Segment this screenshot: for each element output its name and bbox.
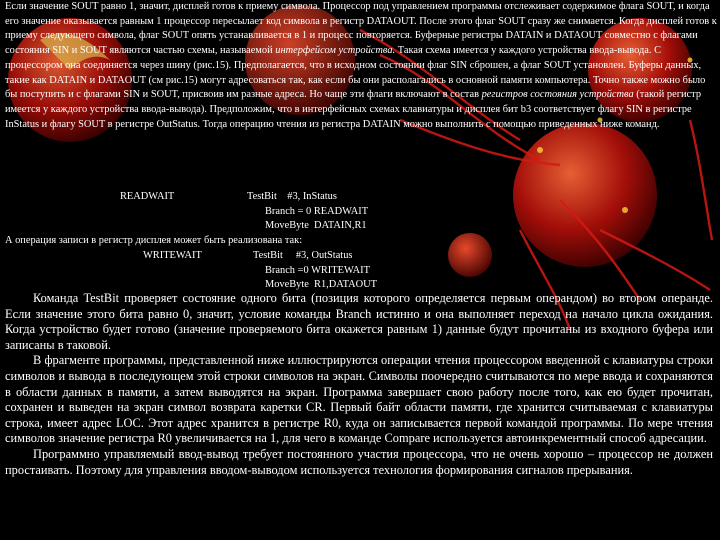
- lower-text-block: [5, 291, 713, 478]
- paragraph: В фрагменте программы, представленной ниже иллюстрируются операции чтения процессором введенной с клавиатуры строки символов и вывода в последующем этой строки символов на экран. Символы поочередно считываются по мере ввода и сохраняются в области данных в памяти, а затем выводятся на экран. Программа завершает свою работу после того, как ею будет прочитан, сохранен и выведен на экран символ возврата каретки CR. Первый байт области памяти, где хранится считываемая с клавиатуры строка, имеет адрес LOC. Этот адрес хранится в регистре R0, куда он записывается первой командой программы. По мере чтения символов значение регистра R0 увеличивается на 1, для чего в команде Compare используется автоинкрементный способ адресации.: [5, 353, 713, 446]
- code-label-readwait: READWAIT: [120, 191, 175, 202]
- paragraph: Программно управляемый ввод-вывод требует постоянного участия процессора, что не очень хорошо – процессор не должен простаивать. Поэтому для управления вводом-выводом используется технология формирования сигналов прерывания.: [5, 446, 713, 477]
- code-line: TestBit #3, InStatus: [247, 191, 337, 202]
- code-line: TestBit #3, OutStatus: [253, 249, 353, 261]
- upper-text-block: [5, 0, 717, 132]
- code-line: Branch = 0 READWAIT: [265, 205, 369, 217]
- paragraph: Команда TestBit проверяет состояние одного бита (позиция которого определяется первым операндом) во втором операнде. Если значение этого бита равно 0, значит, условие команды Branch истинно и она выполняет переход на начало цикла ожидания. Когда устройство будет готово (значение проверяемого бита окажется равным 1) данные будут прочитаны из входного буфера или записаны в таковой.: [5, 291, 713, 352]
- code-label-writewait: WRITEWAIT: [143, 249, 202, 261]
- code-line: MoveByte DATAIN,R1: [265, 220, 367, 232]
- mid-text: А операция записи в регистр дисплея может быть реализована так:: [5, 235, 303, 247]
- code-line: MoveByte R1,DATAOUT: [265, 279, 378, 291]
- code-line: Branch =0 WRITEWAIT: [265, 264, 370, 276]
- paragraph: Если значение SOUT равно 1, значит, дисплей готов к приему символа. Процессор под управлением программы отслеживает содержимое флага SOUT, и когда его значение оказывается равным 1 процессор пересылает код символа в регистр DATAOUT. После этого флаг SOUT сразу же снимается. Когда дисплей готов к приему следующего символа, флаг SOUT опять устанавливается в 1 и процесс повторяется. Буферные регистры DATAIN и DATAOUT совместно с флагами состояния SIN и SOUT являются частью схемы, называемой интерфейсом устройства. Такая схема имеется у каждого устройства ввода-вывода. С процессором она соединяется через шину (рис.15). Предполагается, что в исходном состоянии флаг SIN сброшен, а флаг SOUT установлен. Буферы данных, такие как DATAIN и DATAOUT (см рис.15) могут адресоваться так, как если бы они располагались в основной памяти компьютера. Точно также можно было бы поступить и с флагами SIN и SOUT, присвоив им разные адреса. Но чаще эти флаги включают в состав регистров состояния устройства (такой регистр имеется у каждого устройства ввода-вывода). Предположим, что в интерфейсных схемах клавиатуры и дисплея бит b3 соответствует флагу SIN в регистре InStatus и флагу SOUT в регистре OutStatus. Тогда операцию чтения из регистра DATAIN можно выполнить с помощью приведенных ниже команд.: [5, 1, 717, 130]
